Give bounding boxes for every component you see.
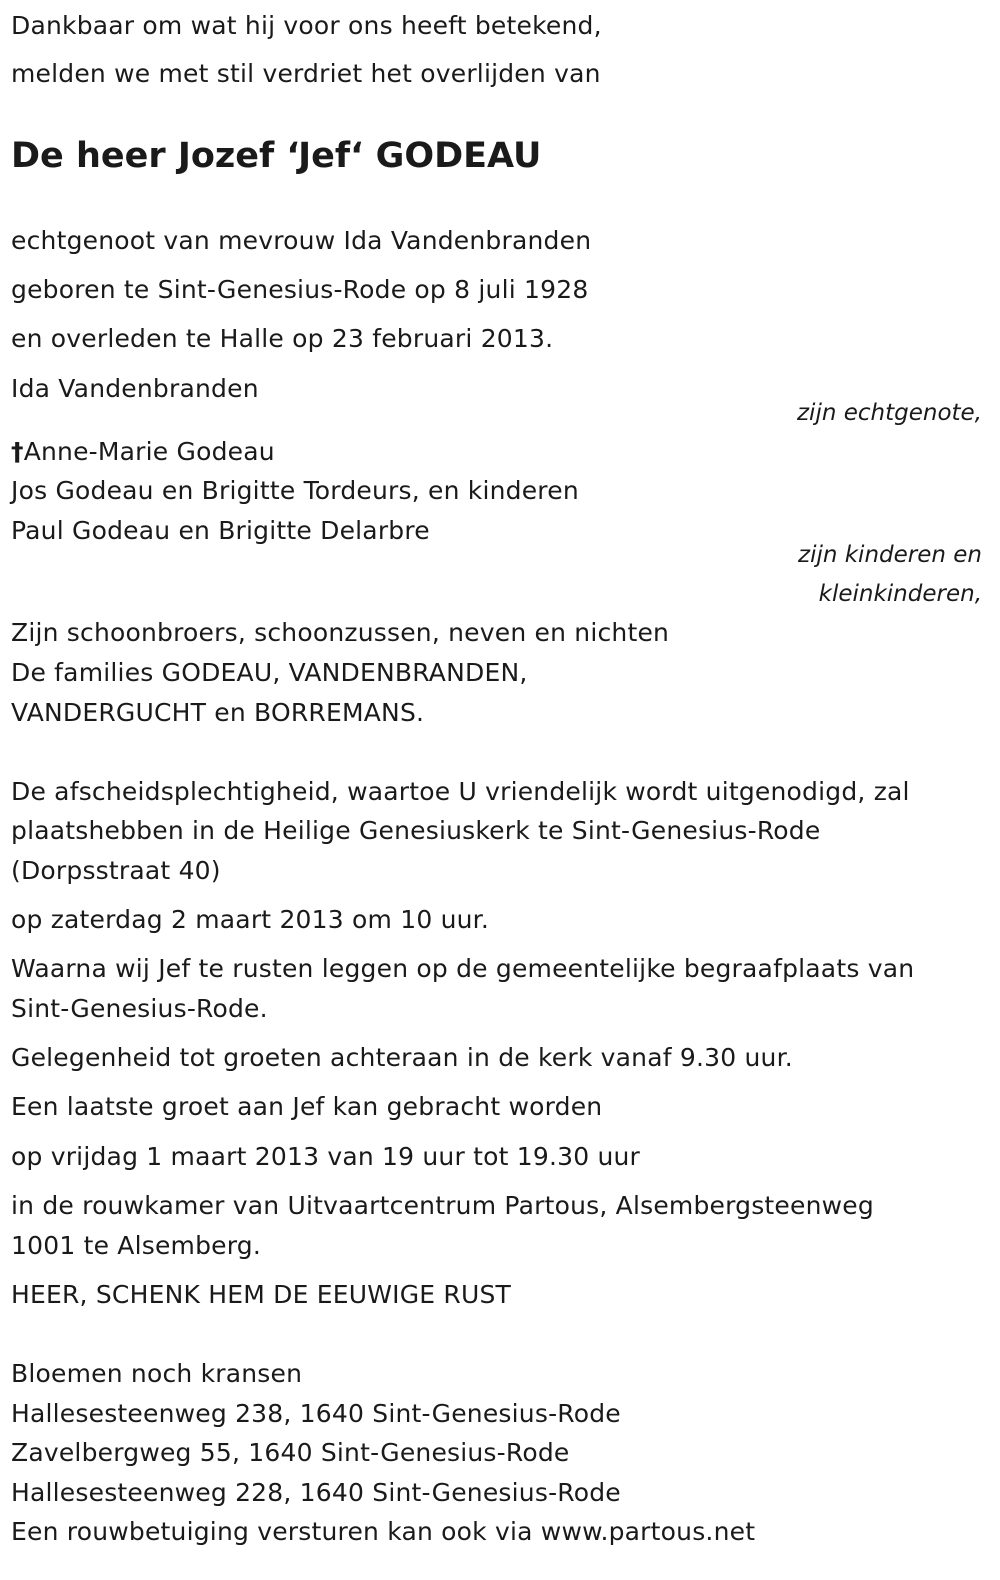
spouse-role: zijn echtgenote, — [796, 400, 982, 426]
prayer-line: HEER, SCHENK HEM DE EEUWIGE RUST — [11, 1280, 512, 1309]
families-line-2: VANDERGUCHT en BORREMANS. — [11, 698, 425, 727]
ceremony-date: op zaterdag 2 maart 2013 om 10 uur. — [11, 905, 489, 934]
children-role-line-2: kleinkinderen, — [818, 581, 982, 607]
burial-line-2: Sint-Genesius-Rode. — [11, 994, 268, 1023]
spouse-name: Ida Vandenbranden — [11, 374, 259, 403]
child-1 — [11, 432, 275, 472]
condolence-line: Een rouwbetuiging versturen kan ook via www.partous.net — [11, 1517, 756, 1546]
child-2: Jos Godeau en Brigitte Tordeurs, en kinderen — [11, 476, 579, 505]
intro-line-1: Dankbaar om wat hij voor ons heeft betekend, — [11, 11, 602, 40]
burial-line-1: Waarna wij Jef te rusten leggen op de gemeentelijke begraafplaats van — [11, 954, 915, 983]
address-1: Hallesesteenweg 238, 1640 Sint-Genesius-Rode — [11, 1399, 621, 1428]
last-greeting-line: Een laatste groet aan Jef kan gebracht worden — [11, 1092, 603, 1121]
spouse-line: echtgenoot van mevrouw Ida Vandenbranden — [11, 226, 592, 255]
address-2: Zavelbergweg 55, 1640 Sint-Genesius-Rode — [11, 1438, 570, 1467]
location-line-1: in de rouwkamer van Uitvaartcentrum Partous, Alsembergsteenweg — [11, 1191, 874, 1220]
death-line: en overleden te Halle op 23 februari 2013. — [11, 324, 554, 353]
ceremony-line-1: De afscheidsplechtigheid, waartoe U vriendelijk wordt uitgenodigd, zal — [11, 777, 910, 806]
last-greeting-date: op vrijdag 1 maart 2013 van 19 uur tot 19.30 uur — [11, 1142, 641, 1171]
birth-line: geboren te Sint-Genesius-Rode op 8 juli 1928 — [11, 275, 589, 304]
ceremony-line-2: plaatshebben in de Heilige Genesiuskerk te Sint-Genesius-Rode — [11, 816, 821, 845]
relatives-line: Zijn schoonbroers, schoonzussen, neven en nichten — [11, 618, 670, 647]
cross-icon: † — [11, 437, 24, 466]
ceremony-line-3: (Dorpsstraat 40) — [11, 856, 221, 885]
flowers-line: Bloemen noch kransen — [11, 1359, 303, 1388]
children-role-line-1: zijn kinderen en — [798, 542, 982, 568]
child-1-name: Anne-Marie Godeau — [23, 437, 275, 466]
intro-line-2: melden we met stil verdriet het overlijden van — [11, 59, 601, 88]
location-line-2: 1001 te Alsemberg. — [11, 1231, 262, 1260]
families-line-1: De families GODEAU, VANDENBRANDEN, — [11, 658, 528, 687]
address-3: Hallesesteenweg 228, 1640 Sint-Genesius-Rode — [11, 1478, 621, 1507]
child-3: Paul Godeau en Brigitte Delarbre — [11, 516, 430, 545]
deceased-name: De heer Jozef ‘Jef‘ GODEAU — [11, 136, 542, 176]
greeting-line: Gelegenheid tot groeten achteraan in de kerk vanaf 9.30 uur. — [11, 1043, 793, 1072]
